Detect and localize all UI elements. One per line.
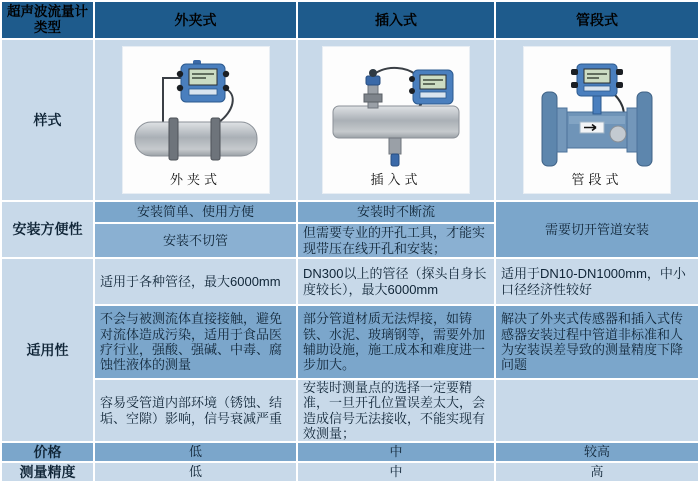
applicability-insert-1: DN300以上的管径（探头自身长度较长），最大6000mm [298,259,494,304]
style-cell-clamp-on [95,40,296,200]
accuracy-inline: 高 [496,463,698,481]
insertion-caption: 插入式 [370,171,422,187]
inline-meter-image [524,47,670,193]
style-cell-inline [496,40,698,200]
header-corner-line2: 类型 [34,20,61,35]
price-clamp: 低 [95,443,296,461]
accuracy-clamp: 低 [95,463,296,481]
insertion-meter-icon [329,60,463,172]
row-label-install: 安装方便性 [2,202,93,257]
row-label-accuracy: 测量精度 [2,463,93,481]
install-inline-note: 需要切开管道安装 [496,202,698,257]
applicability-insert-3: 安装时测量点的选择一定要精准，一旦开孔位置误差太大，会造成信号无法接收，不能实现有效测量； [298,380,494,441]
header-inline: 管段式 [496,2,698,38]
install-insert-note: 但需要专业的开孔工具，才能实现带压在线开孔和安装； [298,224,494,257]
applicability-insert-2: 部分管道材质无法焊接，如铸铁、水泥、玻璃钢等，需要外加辅助设施，施工成本和难度进一步加大。 [298,306,494,378]
applicability-clamp-2: 不会与被测流体直接接触，避免对流体造成污染，适用于食品医疗行业，强酸、强碱、中毒、腐蚀性液体的测量 [95,306,296,378]
header-corner [2,2,93,38]
applicability-inline-2: 解决了外夹式传感器和插入式传感器安装过程中管道非标准和人为安装误差导致的测量精度下降问题 [496,306,698,378]
applicability-inline-3-empty [496,380,698,441]
applicability-clamp-1: 适用于各种管径，最大6000mm [95,259,296,304]
price-insert: 中 [298,443,494,461]
clamp-on-meter-icon [129,60,263,172]
install-clamp-note: 安装不切管 [95,224,296,257]
header-insertion: 插入式 [298,2,494,38]
style-cell-insertion [298,40,494,200]
install-clamp-pro: 安装简单、使用方便 [95,202,296,222]
inline-meter-icon [530,60,664,172]
inline-caption: 管段式 [571,171,623,187]
row-label-applicability: 适用性 [2,259,93,441]
header-clamp-on: 外夹式 [95,2,296,38]
insertion-meter-image [323,47,469,193]
price-inline: 较高 [496,443,698,461]
accuracy-insert: 中 [298,463,494,481]
clamp-on-caption: 外夹式 [169,171,221,187]
header-corner-line1: 超声波流量计 [7,4,88,20]
applicability-inline-1: 适用于DN10-DN1000mm，中小口径经济性较好 [496,259,698,304]
row-label-style: 样式 [2,40,93,200]
applicability-clamp-3: 容易受管道内部环境（锈蚀、结垢、空隙）影响，信号衰减严重 [95,380,296,441]
row-label-price: 价格 [2,443,93,461]
install-insert-pro: 安装时不断流 [298,202,494,222]
clamp-on-meter-image [123,47,269,193]
